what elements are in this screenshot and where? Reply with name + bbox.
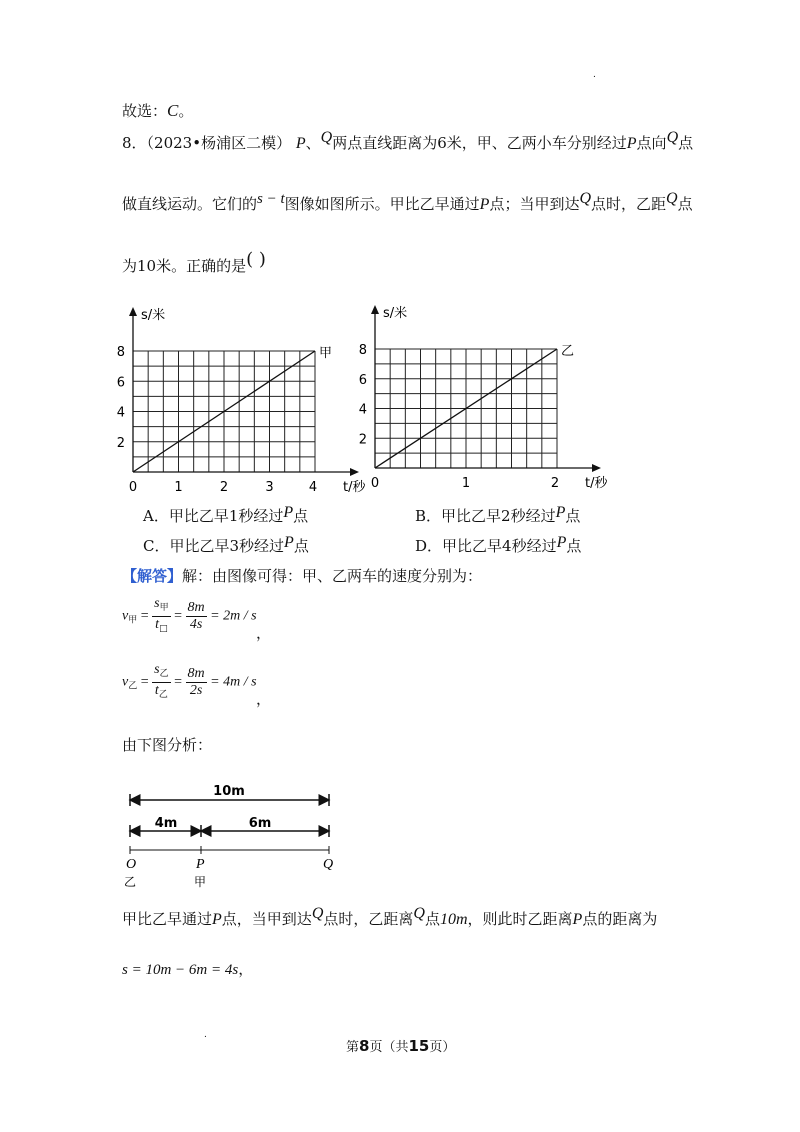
question-line-1: 8．（2023•杨浦区二模） P、Q两点直线距离为6米，甲、乙两小车分别经过P点向Q点 (122, 129, 694, 152)
x-tick-label: 4 (308, 480, 318, 495)
y-axis-arrow (129, 307, 137, 316)
equation-1-comma: ， (256, 624, 272, 642)
series-label: 甲 (319, 346, 333, 361)
equation-v-yi: $v_乙$ = $\frac{s_乙}{t_乙}$ = $\frac{8m}{2s}$ = 4m / s (122, 662, 257, 700)
answer-intro: 【解答】解：由图像可得：甲、乙两车的速度分别为： (122, 567, 483, 585)
page-footer: 第8页（共15页） (346, 1037, 456, 1055)
point-p-label: P (196, 857, 205, 872)
final-equation: s = 10m − 6m = 4s， (122, 960, 254, 978)
x-tick-label: 2 (219, 480, 229, 495)
x-tick-label: 1 (174, 480, 183, 495)
y-axis-label: s/米 (141, 308, 166, 323)
left-distance-label: 4m (154, 816, 178, 831)
y-tick-label: 6 (358, 372, 367, 388)
option-a[interactable]: A．甲比乙早1秒经过P点 (143, 504, 309, 525)
point-q-label: Q (323, 857, 334, 872)
y-tick-label: 2 (358, 432, 367, 448)
top-mark: . (593, 70, 596, 80)
jia-position-label: 甲 (194, 875, 207, 889)
series-label: 乙 (561, 344, 575, 359)
equation-2-comma: ， (256, 690, 272, 708)
x-axis-arrow (592, 464, 601, 472)
equation-v-jia: $v_甲$ = $\frac{s_甲}{t_□}$ = $\frac{8m}{4s}$ = 2m / s (122, 596, 257, 634)
analysis-label: 由下图分析： (122, 736, 213, 754)
x-axis-label: t/秒 (343, 480, 366, 495)
question-line-3: 为10米。正确的是( ) (122, 249, 266, 275)
option-c[interactable]: C．甲比乙早3秒经过P点 (143, 534, 309, 555)
chart-jia (110, 300, 366, 500)
y-axis-label: s/米 (383, 306, 408, 321)
y-axis-arrow (371, 305, 379, 314)
y-tick-label: 4 (358, 402, 367, 418)
previous-answer: 故选：C。 (122, 101, 194, 120)
question-line-2: 做直线运动。它们的s − t图像如图所示。甲比乙早通过P点；当甲到达Q点时，乙距Q点 (122, 190, 693, 213)
y-tick-label: 8 (116, 345, 125, 360)
y-tick-label: 8 (358, 343, 367, 358)
distance-diagram (110, 780, 350, 890)
chart-yi (352, 300, 612, 500)
point-o-label: O (126, 857, 137, 872)
y-tick-label: 6 (116, 375, 125, 391)
x-tick-label: 3 (265, 480, 274, 495)
y-tick-label: 2 (116, 435, 125, 451)
option-b[interactable]: B．甲比乙早2秒经过P点 (415, 504, 581, 525)
answer-tag: 【解答】 (122, 567, 183, 585)
bottom-mark: . (204, 1030, 207, 1040)
yi-position-label: 乙 (124, 875, 137, 889)
x-tick-label: 1 (461, 476, 471, 491)
option-d[interactable]: D．甲比乙早4秒经过P点 (415, 534, 582, 555)
total-distance-label: 10m (213, 784, 245, 799)
right-distance-label: 6m (248, 816, 272, 831)
x-tick-label: 0 (128, 480, 138, 495)
x-axis-label: t/秒 (585, 476, 608, 491)
conclusion-line: 甲比乙早通过P点，当甲到达Q点时，乙距离Q点10m，则此时乙距离P点的距离为 (122, 905, 658, 928)
x-tick-label: 2 (550, 476, 560, 491)
y-tick-label: 4 (116, 405, 125, 421)
x-tick-label: 0 (370, 476, 380, 491)
